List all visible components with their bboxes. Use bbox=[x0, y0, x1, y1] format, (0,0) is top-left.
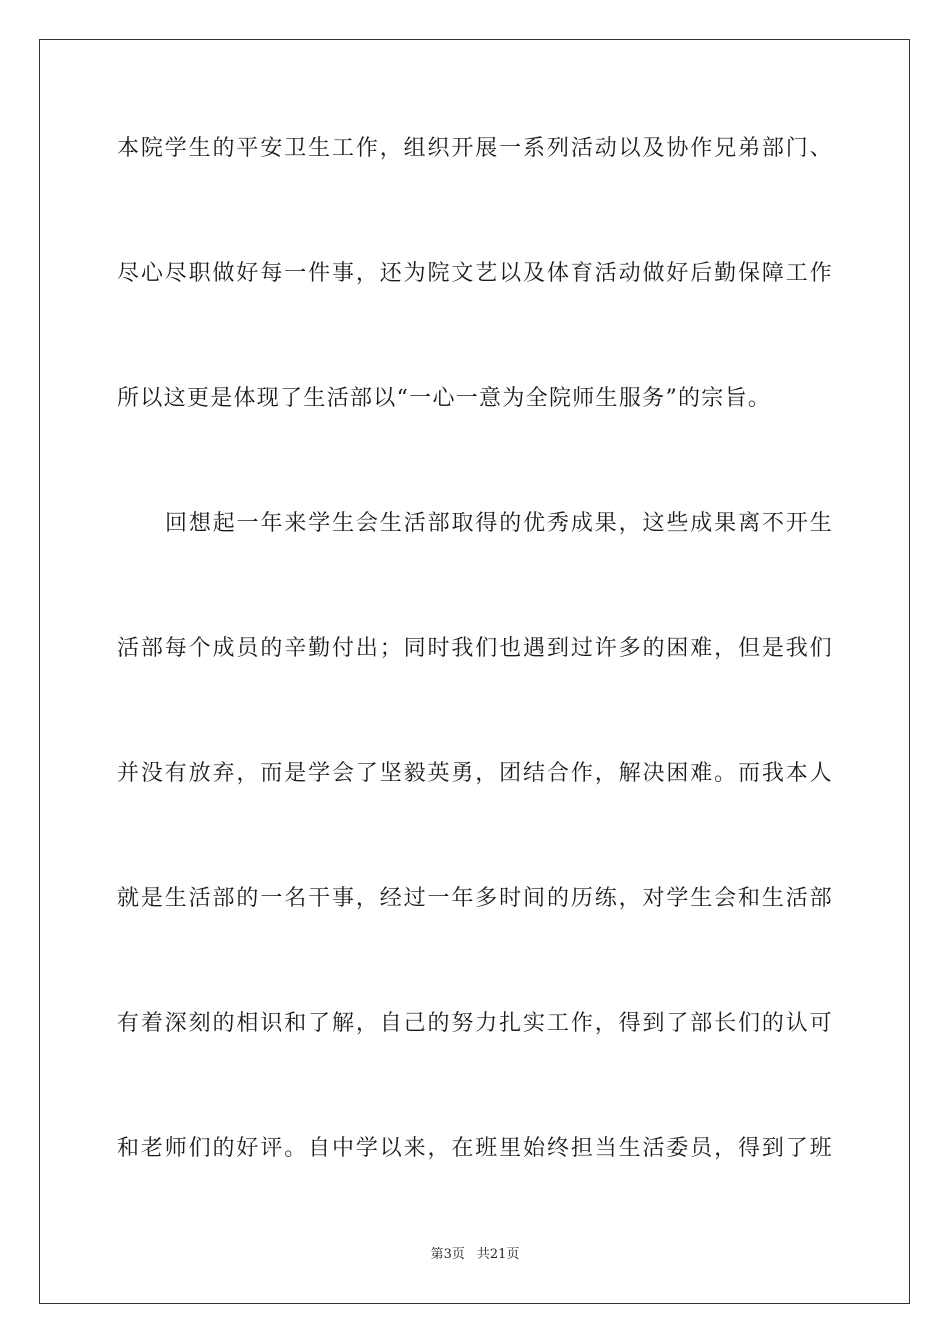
text-line: 活部每个成员的辛勤付出；同时我们也遇到过许多的困难，但是我们 bbox=[117, 636, 833, 661]
page-border bbox=[39, 39, 910, 1304]
text-line: 有着深刻的相识和了解，自己的努力扎实工作，得到了部长们的认可 bbox=[117, 1011, 833, 1036]
paragraph-first-line: 回想起一年来学生会生活部取得的优秀成果，这些成果离不开生 bbox=[165, 511, 833, 536]
text-line: 本院学生的平安卫生工作，组织开展一系列活动以及协作兄弟部门、 bbox=[117, 136, 833, 161]
page-footer bbox=[0, 1247, 950, 1263]
total-pages: 共21页 bbox=[476, 1247, 520, 1262]
text-line: 和老师们的好评。自中学以来，在班里始终担当生活委员，得到了班 bbox=[117, 1136, 833, 1161]
text-line: 并没有放弃，而是学会了坚毅英勇，团结合作，解决困难。而我本人 bbox=[117, 761, 833, 786]
text-line: 就是生活部的一名干事，经过一年多时间的历练，对学生会和生活部 bbox=[117, 886, 833, 911]
page-number: 第3页 bbox=[430, 1247, 465, 1262]
text-line: 所以这更是体现了生活部以“一心一意为全院师生服务”的宗旨。 bbox=[117, 386, 772, 411]
text-line: 尽心尽职做好每一件事，还为院文艺以及体育活动做好后勤保障工作 bbox=[117, 261, 833, 286]
